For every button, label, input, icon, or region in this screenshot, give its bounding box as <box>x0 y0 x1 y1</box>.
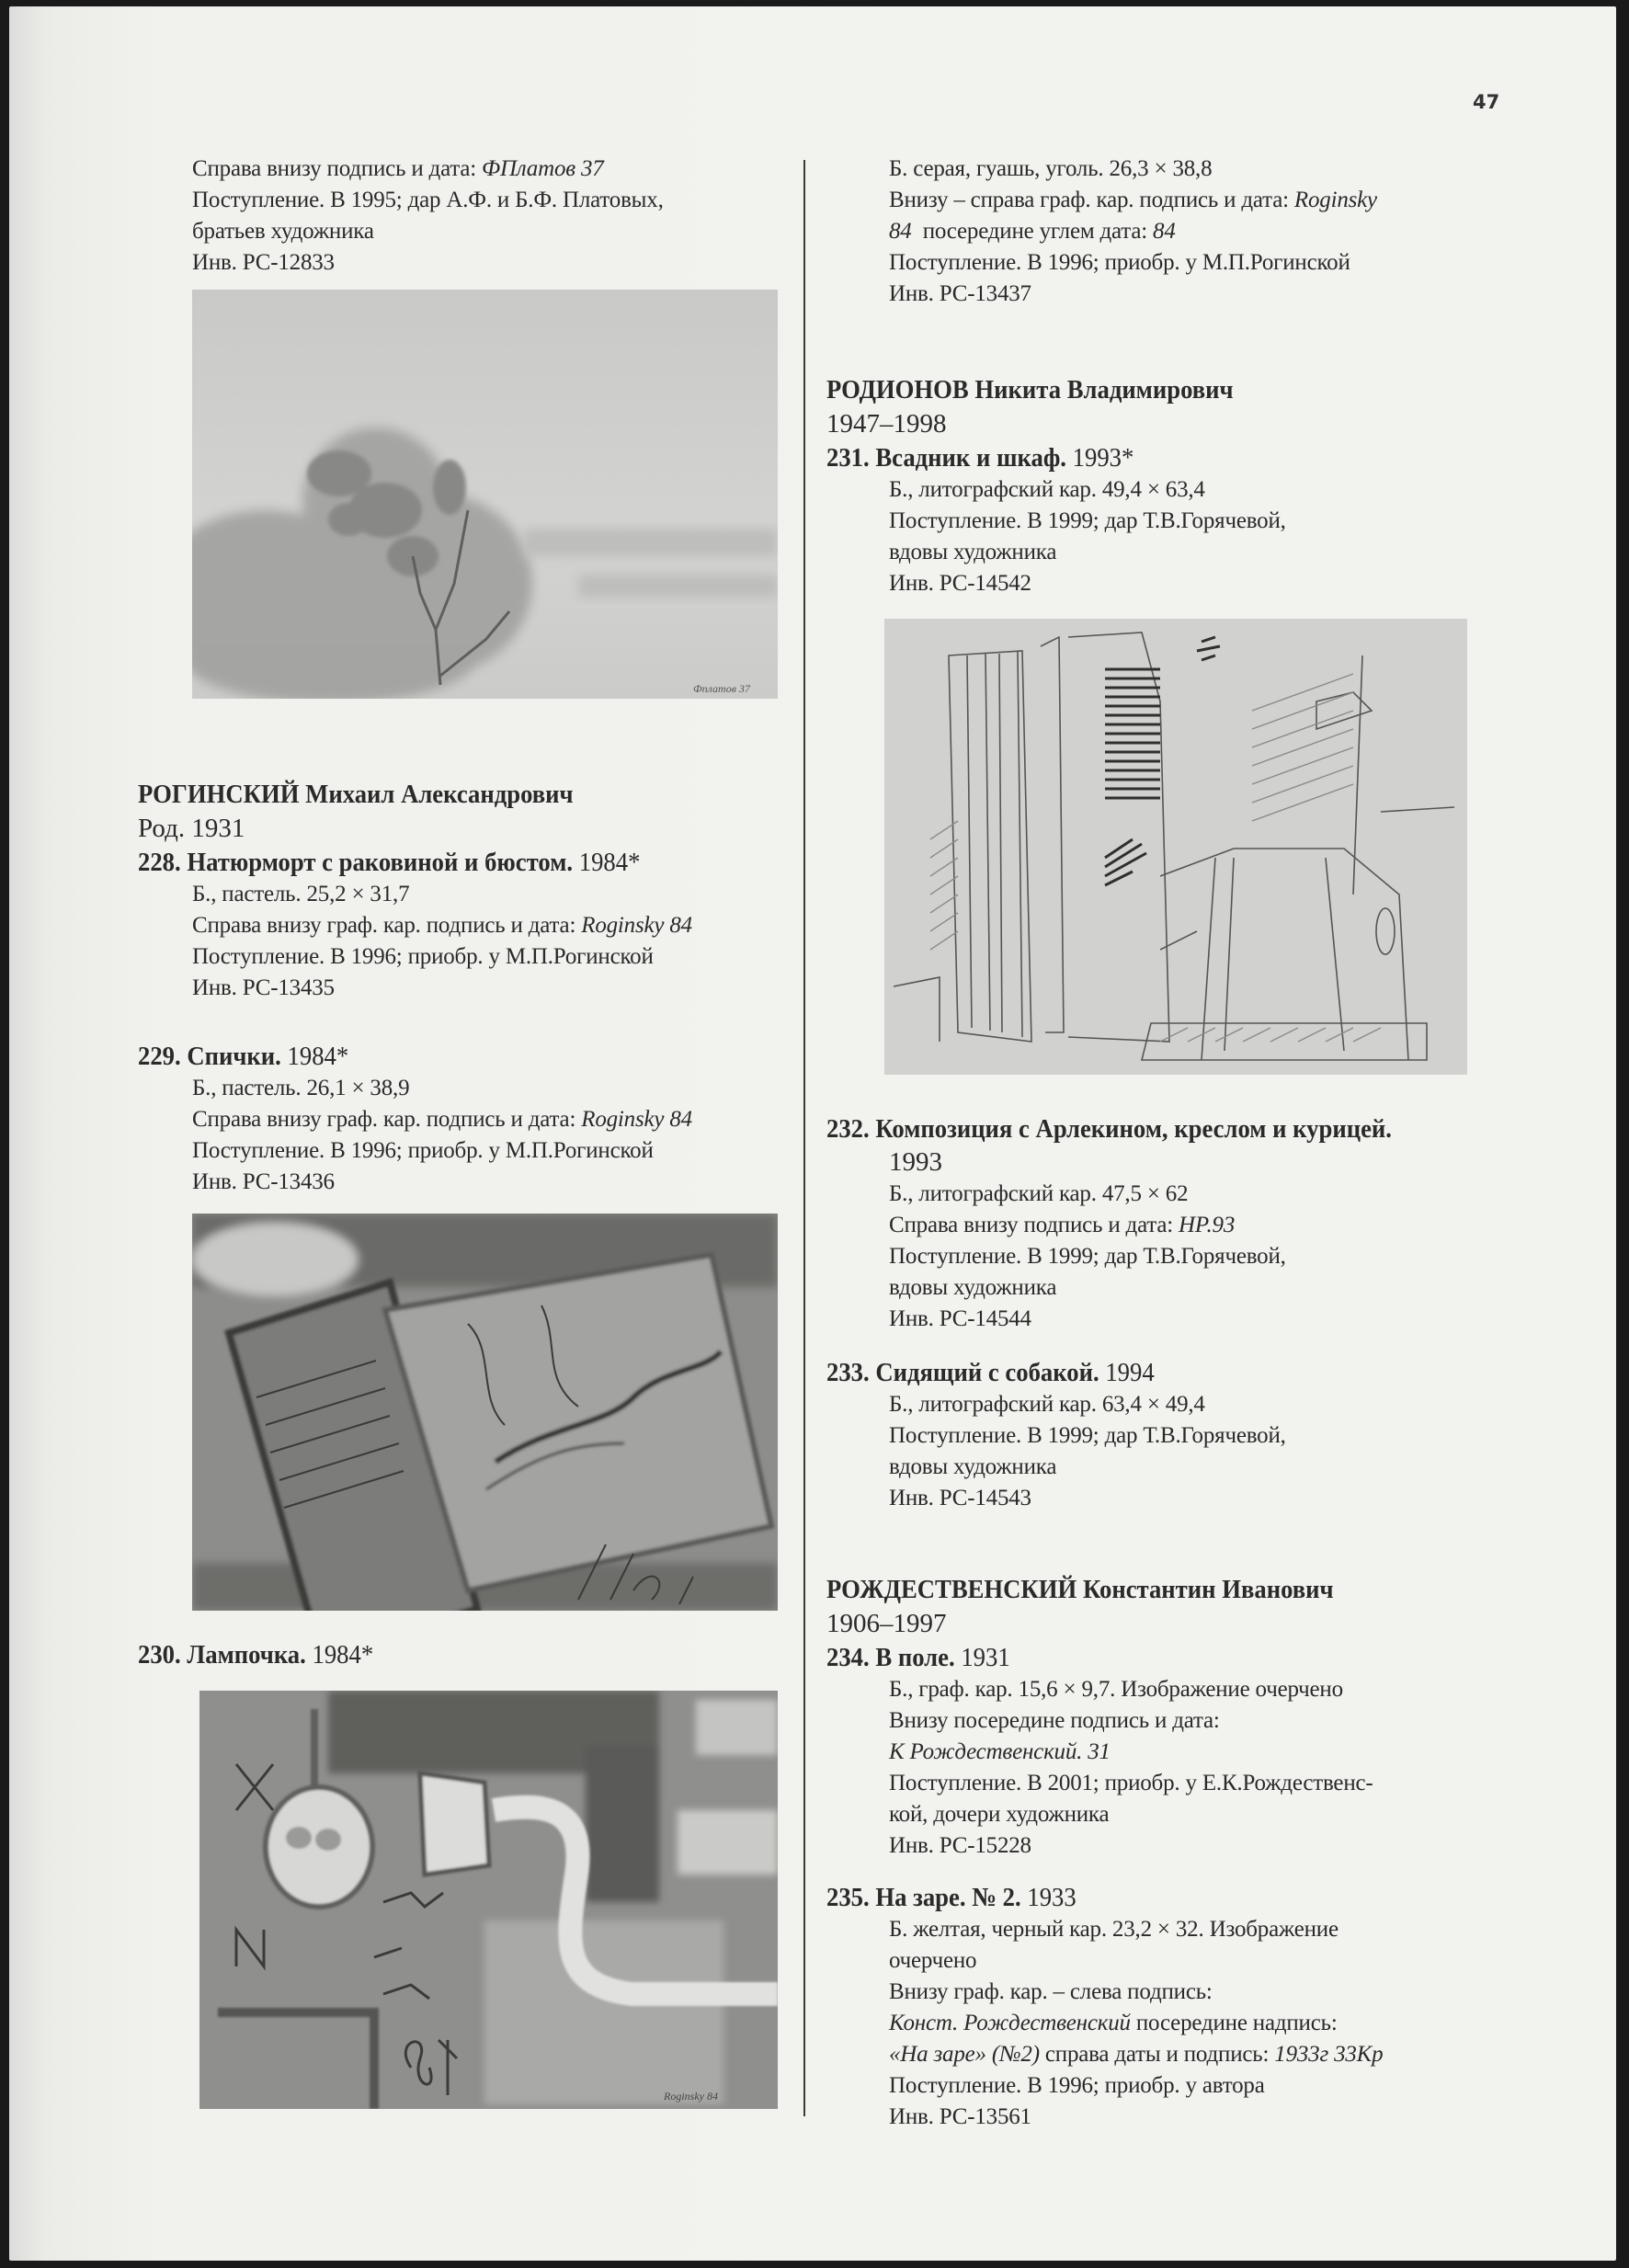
signature: Справа внизу подпись и дата: НР.93 <box>889 1213 1236 1237</box>
acquisition-line-2: братьев художника <box>192 219 374 244</box>
svg-text:Roginsky 84: Roginsky 84 <box>664 2090 718 2103</box>
acquisition-line: Поступление. В 1995; дар А.Ф. и Б.Ф. Платовых, <box>192 188 664 212</box>
right-continuation-text <box>889 154 1377 310</box>
medium: Б. желтая, черный кар. 23,2 × 32. Изображение <box>889 1917 1339 1942</box>
medium: Б., литографский кар. 63,4 × 49,4 <box>889 1392 1205 1417</box>
entry-year: 1993 <box>889 1147 942 1177</box>
artist-name: РОЖДЕСТВЕНСКИЙ Константин Иванович <box>826 1575 1334 1604</box>
acquisition: Поступление. В 1999; дар Т.В.Горячевой, <box>889 508 1286 533</box>
acquisition-continued: вдовы художника <box>889 1275 1057 1300</box>
inscription: «На заре» (№2) справа даты и подпись: 1933г 33Кр <box>889 2042 1384 2067</box>
inventory-number: Инв. РС-13435 <box>192 975 335 1000</box>
artist-dates: 1906–1997 <box>826 1609 947 1638</box>
acquisition: Поступление. В 2001; приобр. у Е.К.Рождественс- <box>889 1771 1373 1795</box>
entry-title: 232. Композиция с Арлекином, креслом и курицей. <box>826 1114 1392 1144</box>
signature-line: Справа внизу подпись и дата: ФПлатов 37 <box>192 156 604 181</box>
catalog-entry-235 <box>826 1881 1383 2133</box>
catalog-entry-233 <box>826 1356 1286 1514</box>
acquisition: Поступление. В 1996; приобр. у М.П.Рогинской <box>192 944 654 969</box>
inventory-number: Инв. РС-13561 <box>889 2104 1031 2129</box>
artist-section-rozhdestvensky <box>826 1572 1378 1640</box>
signature: Внизу посередине подпись и дата: <box>889 1708 1220 1733</box>
entry-title: 228. Натюрморт с раковиной и бюстом. 1984* <box>138 848 641 877</box>
inventory-number: Инв. РС-15228 <box>889 1833 1031 1858</box>
catalog-entry-232 <box>826 1112 1441 1335</box>
inventory-number: Инв. РС-14544 <box>889 1306 1031 1331</box>
acquisition: Поступление. В 1996; приобр. у М.П.Рогинской <box>889 250 1350 275</box>
signature: Справа внизу граф. кар. подпись и дата: Roginsky 84 <box>192 1107 692 1132</box>
acquisition: Поступление. В 1996; приобр. у М.П.Рогинской <box>192 1138 654 1163</box>
acquisition-continued: кой, дочери художника <box>889 1802 1110 1827</box>
column-divider <box>803 160 805 2116</box>
acquisition-continued: вдовы художника <box>889 540 1057 564</box>
signature: Справа внизу граф. кар. подпись и дата: Roginsky 84 <box>192 913 692 938</box>
inventory-number: Инв. РС-13436 <box>192 1169 335 1194</box>
acquisition: Поступление. В 1999; дар Т.В.Горячевой, <box>889 1423 1286 1448</box>
inventory-number: Инв. РС-12833 <box>192 250 335 275</box>
page-number: 47 <box>1473 91 1500 113</box>
artist-section-rodionov <box>826 372 1269 440</box>
entry-title: 234. В поле. 1931 <box>826 1643 1010 1672</box>
entry-title: 235. На заре. № 2. 1933 <box>826 1883 1077 1912</box>
left-continuation-text <box>192 154 664 279</box>
signature: Внизу – справа граф. кар. подпись и дата: Roginsky <box>889 188 1377 212</box>
inventory-number: Инв. РС-14543 <box>889 1486 1031 1510</box>
medium: Б., литографский кар. 49,4 × 63,4 <box>889 477 1205 502</box>
catalog-entry-230 <box>138 1638 393 1671</box>
acquisition-continued: вдовы художника <box>889 1454 1057 1479</box>
catalog-entry-231 <box>826 441 1286 599</box>
artist-dates: 1947–1998 <box>826 409 947 439</box>
catalog-entry-234 <box>826 1641 1373 1862</box>
signature-text: Конст. Рождественский посередине надпись: <box>889 2011 1338 2035</box>
signature-text: К Рождественский. 31 <box>889 1739 1111 1764</box>
acquisition: Поступление. В 1999; дар Т.В.Горячевой, <box>889 1244 1286 1269</box>
signature: Внизу граф. кар. – слева подпись: <box>889 1979 1213 2004</box>
signature-continued: 84 посередине углем дата: 84 <box>889 219 1176 244</box>
medium: Б., пастель. 25,2 × 31,7 <box>192 882 410 906</box>
catalog-entry-229 <box>138 1040 692 1198</box>
medium: Б. серая, гуашь, уголь. 26,3 × 38,8 <box>889 156 1213 181</box>
artist-name: РОДИОНОВ Никита Владимирович <box>826 375 1234 405</box>
inventory-number: Инв. РС-13437 <box>889 281 1031 306</box>
artwork-image-rider-wardrobe <box>884 619 1467 1075</box>
artwork-image-lightbulb <box>199 1691 778 2109</box>
inventory-number: Инв. РС-14542 <box>889 571 1031 596</box>
artwork-image-landscape <box>192 290 778 699</box>
acquisition: Поступление. В 1996; приобр. у автора <box>889 2073 1265 2098</box>
medium-continued: очерчено <box>889 1948 977 1973</box>
entry-title: 233. Сидящий с собакой. 1994 <box>826 1358 1155 1387</box>
svg-text:Фплатов 37: Фплатов 37 <box>693 682 750 695</box>
entry-title: 231. Всадник и шкаф. 1993* <box>826 443 1134 473</box>
medium: Б., граф. кар. 15,6 × 9,7. Изображение очерчено <box>889 1677 1343 1702</box>
entry-title: 229. Спички. 1984* <box>138 1042 349 1071</box>
artwork-image-matches <box>192 1214 778 1611</box>
catalog-page <box>9 6 1616 2261</box>
artist-section-roginsky <box>138 777 611 845</box>
catalog-entry-228 <box>138 846 692 1004</box>
entry-title: 230. Лампочка. 1984* <box>138 1640 374 1670</box>
medium: Б., литографский кар. 47,5 × 62 <box>889 1181 1189 1206</box>
artist-name: РОГИНСКИЙ Михаил Александрович <box>138 780 574 809</box>
medium: Б., пастель. 26,1 × 38,9 <box>192 1076 410 1100</box>
artist-dates: Род. 1931 <box>138 814 245 843</box>
